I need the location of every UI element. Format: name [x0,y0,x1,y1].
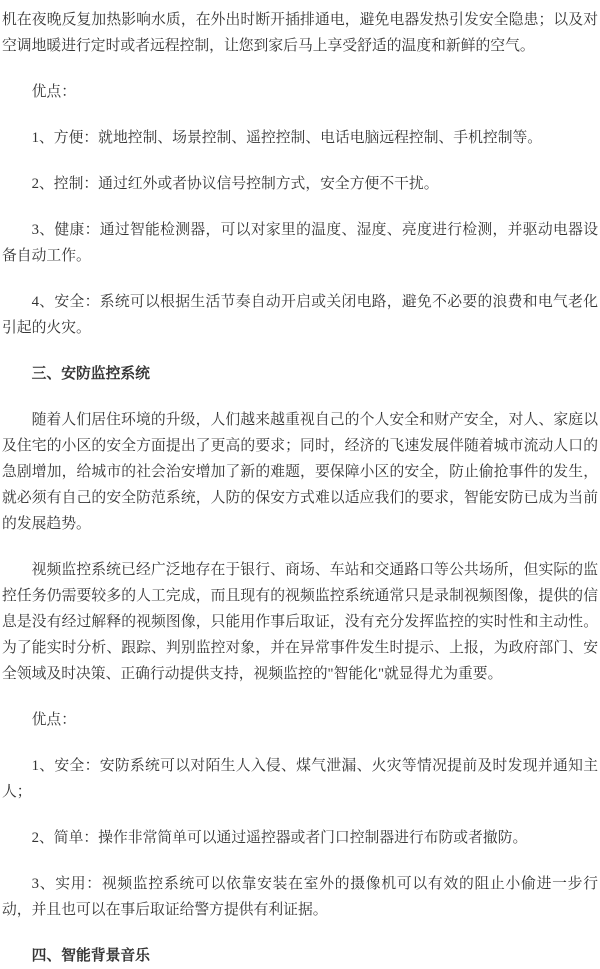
section-heading: 四、智能背景音乐 [31,948,150,964]
paragraph: 2、控制：通过红外或者协议信号控制方式，安全方便不干扰。 [31,176,439,192]
paragraph: 优点： [31,712,76,728]
paragraph: 1、安全：安防系统可以对陌生人入侵、煤气泄漏、火灾等情况提前及时发现并通知主人； [2,758,598,800]
paragraph: 优点： [31,84,76,100]
paragraph: 2、简单：操作非常简单可以通过遥控器或者门口控制器进行布防或者撤防。 [31,830,528,846]
paragraph: 视频监控系统已经广泛地存在于银行、商场、车站和交通路口等公共场所，但实际的监控任务仍需要较多的人工完成，而且现有的视频监控系统通常只是录制视频图像，提供的信息是没有经过解释的视频图像，只能用作事后取证，没有充分发挥监控的实时性和主动性。为了能实时分析、跟踪、判别监控对象，并在异常事件发生时提示、上报，为政府部门、安全领域及时决策、正确行动提供支持，视频监控的"智能化"就显得尤为重要。 [2,562,598,682]
paragraph: 机在夜晚反复加热影响水质，在外出时断开插排通电，避免电器发热引发安全隐患；以及对空调地暖进行定时或者远程控制，让您到家后马上享受舒适的温度和新鲜的空气。 [2,12,598,54]
paragraph: 4、安全：系统可以根据生活节奏自动开启或关闭电路，避免不必要的浪费和电气老化引起的火灾。 [2,294,598,336]
section-heading: 三、安防监控系统 [31,366,150,382]
paragraph: 随着人们居住环境的升级，人们越来越重视自己的个人安全和财产安全，对人、家庭以及住宅的小区的安全方面提出了更高的要求；同时，经济的飞速发展伴随着城市流动人口的急剧增加，给城市的社会治安增加了新的难题，要保障小区的安全，防止偷抢事件的发生，就必须有自己的安全防范系统，人防的保安方式难以适应我们的要求，智能安防已成为当前的发展趋势。 [2,412,598,532]
paragraph: 1、方便：就地控制、场景控制、遥控控制、电话电脑远程控制、手机控制等。 [31,130,543,146]
paragraph: 3、健康：通过智能检测器，可以对家里的温度、湿度、亮度进行检测，并驱动电器设备自动工作。 [2,222,598,264]
paragraph: 3、实用：视频监控系统可以依靠安装在室外的摄像机可以有效的阻止小偷进一步行动，并且也可以在事后取证给警方提供有利证据。 [2,876,598,918]
